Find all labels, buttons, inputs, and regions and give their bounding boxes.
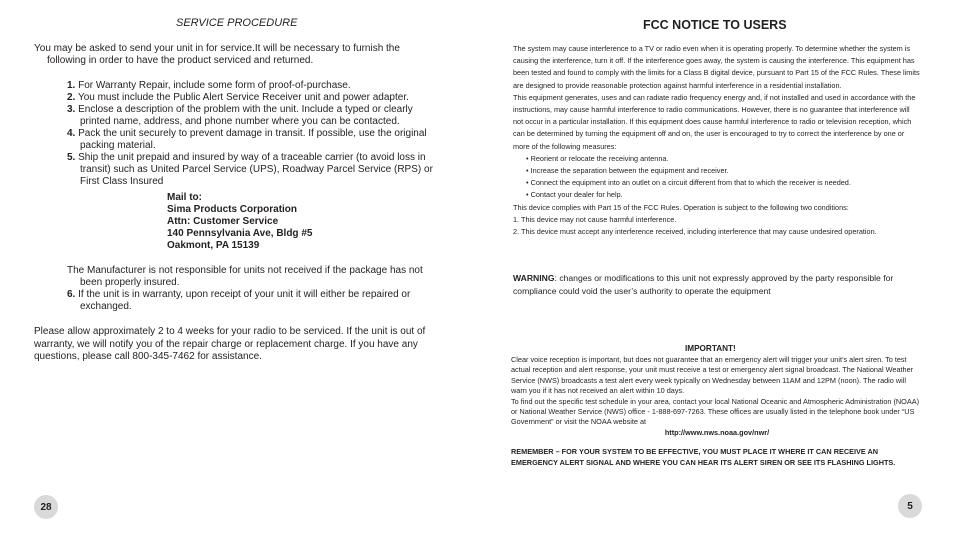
remember-note: REMEMBER – FOR YOUR SYSTEM TO BE EFFECTIVE, YOU MUST PLACE IT WHERE IT CAN RECEIVE AN EMERGENCY ALERT SIGNAL AND WHERE YOU CAN HEAR ITS ALERT SIREN OR SEE ITS FLASHING LIGHTS. [511,447,896,467]
noaa-url: http://www.nws.noaa.gov/nwr/ [664,427,770,437]
fcc-paragraph-1: The system may cause interference to a TV or radio even when it is operating properly. To determine whether the system is causing the interference, turn it off. If the interference goes away, the system is causing the interference. This equipment has been tested and found to comply with the limits for a Class B digital device, pursuant to Part 15 of the FCC Rules. These limits are designed to provide reasonable protection against harmful interference in a residential installation. [513,44,920,90]
fcc-condition-1: 1. This device may not cause harmful interference. [513,214,677,224]
important-body [511,355,923,438]
list-item: • Connect the equipment into an outlet on a circuit different from that to which the receiver is needed. [526,177,921,189]
step-number: 2. [67,92,76,103]
important-title: IMPORTANT! [685,344,736,353]
step-text: Enclose a description of the problem with the unit. Include a typed or clearly printed name, address, and phone number where you can be contacted. [75,104,413,127]
manufacturer-note: The Manufacturer is not responsible for units not received if the package has not been properly insured. [67,265,423,288]
step-number: 5. [67,152,76,163]
step-number: 4. [67,128,76,139]
address-line: Sima Products Corporation [167,204,298,215]
step-text: You must include the Public Alert Service Receiver unit and power adapter. [75,92,409,103]
steps-list [67,80,439,188]
step-4 [67,128,439,152]
important-paragraph-1: Clear voice reception is important, but does not guarantee that an emergency alert will trigger your unit’s alert siren. To test actual reception and alert response, your unit must receive a test or emergency alert signal broadcast. The National Weather Service (NWS) broadcasts a test alert every week typically on Wednesday between 11AM and 12PM (noon). The radio will warn you if it has not received an alert within 10 days. [511,355,914,396]
fcc-paragraph-3: This device complies with Part 15 of the FCC Rules. Operation is subject to the following two conditions: [513,202,849,212]
page-number-badge: 5 [898,494,922,518]
step-5 [67,152,439,188]
warning-paragraph [513,272,921,297]
page-number-badge: 28 [34,495,58,519]
step-2 [67,92,439,104]
step-1 [67,80,439,92]
fcc-notice-title: FCC NOTICE TO USERS [643,18,787,32]
warning-text: : changes or modifications to this unit not expressly approved by the party responsible for compliance could void the user’s authority to operate the equipment [513,273,894,296]
service-time-note: Please allow approximately 2 to 4 weeks for your radio to be serviced. If the unit is out of warranty, we will notify you of the repair charge or replacement charge. If you have any questions, please call 800-345-7462 for assistance. [34,326,426,362]
fcc-body [513,43,921,238]
address-line: Attn: Customer Service [167,216,279,227]
list-item: • Contact your dealer for help. [526,189,921,201]
fcc-measures-list [513,153,921,202]
manufacturer-block [67,265,439,313]
step-text: Ship the unit prepaid and insured by way of a traceable carrier (to avoid loss in transit) such as United Parcel Service (UPS), Roadway Parcel Service (RPS) or First Class Insured [75,152,433,187]
step-number: 6. [67,289,76,300]
step-3 [67,104,439,128]
fcc-paragraph-2: This equipment generates, uses and can radiate radio frequency energy and, if not installed and used in accordance with the instructions, may cause harmful interference to radio communications. However, there is no guarantee that interference will not occur in a particular installation. If this equipment does cause harmful interference to radio or television reception, which can be determined by turning the equipment off and on, the user is encouraged to try to correct the interference by one or more of the following measures: [513,92,916,151]
address-line: 140 Pennsylvania Ave, Bldg #5 [167,228,313,239]
list-item: • Reorient or relocate the receiving antenna. [526,153,921,165]
step-number: 1. [67,80,76,91]
address-line: Mail to: [167,192,202,203]
step-text: For Warranty Repair, include some form of proof-of-purchase. [75,80,351,91]
service-procedure-title: SERVICE PROCEDURE [176,17,298,29]
mailing-address [167,192,312,252]
step-text: Pack the unit securely to prevent damage in transit. If possible, use the original packing material. [75,128,427,151]
address-line: Oakmont, PA 15139 [167,240,260,251]
step-text: If the unit is in warranty, upon receipt of your unit it will either be repaired or exchanged. [75,289,411,312]
intro-paragraph: You may be asked to send your unit in for service.It will be necessary to furnish the following in order to have the product serviced and returned. [34,43,400,66]
list-item: • Increase the separation between the equipment and receiver. [526,165,921,177]
step-number: 3. [67,104,76,115]
fcc-condition-2: 2. This device must accept any interference received, including interference that may cause undesired operation. [513,227,877,237]
important-paragraph-2: To find out the specific test schedule in your area, contact your local National Oceanic and Atmospheric Administration (NOAA) or National Weather Service (NWS) office - 1-888-697-7263. These offices are usually listed in the telephone book under “US Government” or visit the NOAA website at [511,396,920,427]
step-6 [67,289,439,313]
warning-label: WARNING [513,273,555,283]
